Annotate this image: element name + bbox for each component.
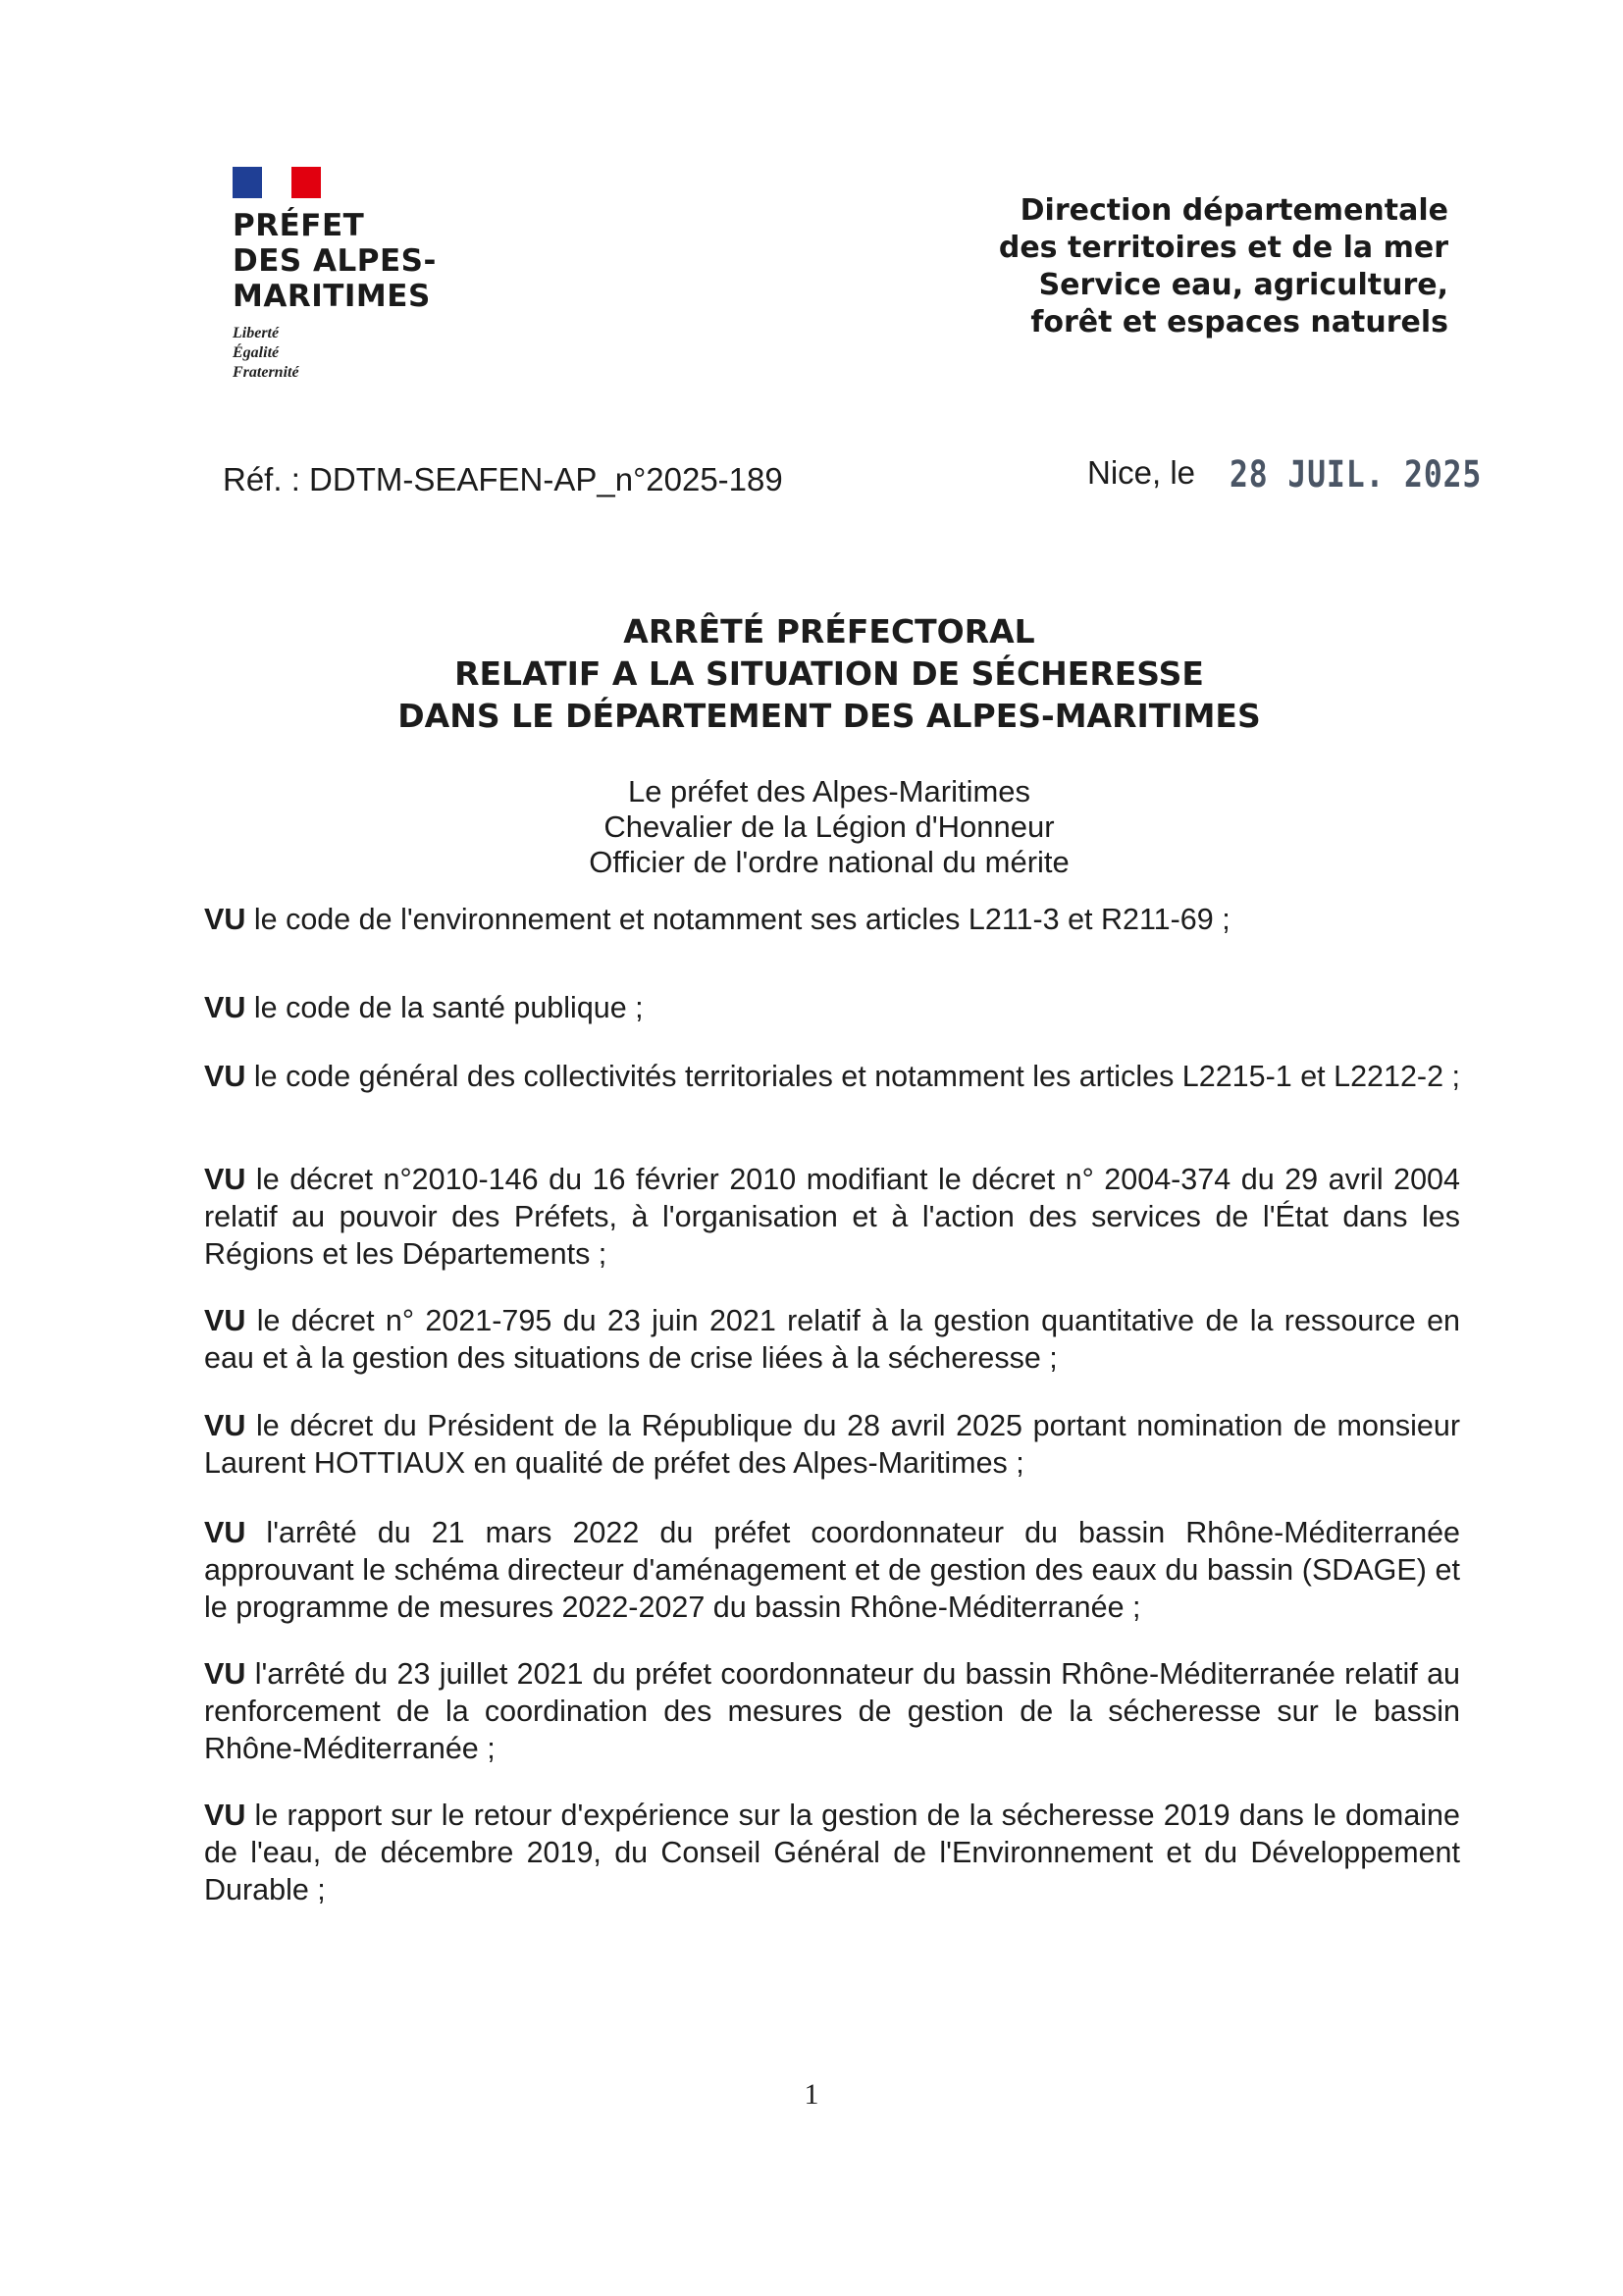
vu-clause-text: l'arrêté du 21 mars 2022 du préfet coordonnateur du bassin Rhône-Méditerranée approuvant le schéma directeur d'aménagement et de gestion des eaux du bassin (SDAGE) et le programme de mesures 2022-2027 du bassin Rhône-Méditerranée ; xyxy=(204,1516,1460,1624)
vu-clause xyxy=(204,1058,1460,1095)
place-label: Nice, le xyxy=(1087,454,1196,491)
vu-clause xyxy=(204,901,1460,938)
vu-clause-text: le code de l'environnement et notamment ses articles L211-3 et R211-69 ; xyxy=(253,903,1230,936)
vu-clause xyxy=(204,1797,1460,1908)
title-line: ARRÊTÉ PRÉFECTORAL xyxy=(623,612,1035,651)
prefect-title-line: Officier de l'ordre national du mérite xyxy=(589,845,1070,879)
prefecture-name xyxy=(233,208,448,314)
vu-clause xyxy=(204,1655,1460,1767)
page-number: 1 xyxy=(804,2078,819,2111)
vu-clause xyxy=(204,1161,1460,1273)
flag-white-band xyxy=(262,167,291,198)
vu-keyword: VU xyxy=(204,991,246,1024)
date-stamp: 28 JUIL. 2025 xyxy=(1230,453,1483,496)
prefecture-name-line: MARITIMES xyxy=(233,279,431,314)
title-line: RELATIF A LA SITUATION DE SÉCHERESSE xyxy=(454,654,1204,693)
republic-motto xyxy=(233,324,448,383)
vu-clause xyxy=(204,1514,1460,1626)
prefect-title-line: Le préfet des Alpes-Maritimes xyxy=(627,774,1031,809)
vu-clause xyxy=(204,989,1460,1026)
vu-keyword: VU xyxy=(204,1409,246,1442)
vu-clause-text: le décret du Président de la République du 28 avril 2025 portant nomination de monsieur Laurent HOTTIAUX en qualité de préfet des Alpes-Maritimes ; xyxy=(204,1409,1460,1480)
vu-keyword: VU xyxy=(204,1304,246,1337)
vu-keyword: VU xyxy=(204,1163,246,1196)
document-reference: Réf. : DDTM-SEAFEN-AP_n°2025-189 xyxy=(223,461,783,497)
title-line: DANS LE DÉPARTEMENT DES ALPES-MARITIMES xyxy=(397,697,1261,735)
vu-clause-text: le code de la santé publique ; xyxy=(253,991,644,1024)
vu-keyword: VU xyxy=(204,1516,246,1549)
department-line: des territoires et de la mer xyxy=(998,231,1448,265)
prefect-title-line: Chevalier de la Légion d'Honneur xyxy=(603,809,1055,844)
vu-clause-text: l'arrêté du 23 juillet 2021 du préfet coordonnateur du bassin Rhône-Méditerranée relatif au renforcement de la coordination des mesures de gestion de la sécheresse sur le bassin Rhône-Méditerranée ; xyxy=(204,1657,1460,1765)
department-line: Service eau, agriculture, xyxy=(1038,268,1448,302)
vu-clause xyxy=(204,1302,1460,1377)
motto-line: Liberté xyxy=(233,325,280,341)
motto-line: Fraternité xyxy=(233,364,299,381)
vu-clause-text: le rapport sur le retour d'expérience sur la gestion de la sécheresse 2019 dans le domaine de l'eau, de décembre 2019, du Conseil Général de l'Environnement et du Développement Durable ; xyxy=(204,1799,1460,1906)
vu-clause-text: le code général des collectivités territoriales et notamment les articles L2215-1 et L2212-2 ; xyxy=(253,1060,1460,1093)
flag-blue-band xyxy=(233,167,262,198)
prefecture-name-line: DES ALPES- xyxy=(233,243,437,279)
vu-keyword: VU xyxy=(204,1060,246,1093)
french-flag-icon xyxy=(233,167,321,198)
vu-keyword: VU xyxy=(204,1657,246,1691)
document-title xyxy=(177,610,1482,737)
prefecture-logo xyxy=(233,167,448,383)
department-line: forêt et espaces naturels xyxy=(1030,305,1448,339)
flag-red-band xyxy=(291,167,321,198)
prefect-titles xyxy=(177,774,1482,880)
vu-keyword: VU xyxy=(204,903,246,936)
vu-clause-text: le décret n°2010-146 du 16 février 2010 modifiant le décret n° 2004-374 du 29 avril 2004 relatif au pouvoir des Préfets, à l'organisation et à l'action des services de l'État dans les Régions et les Départements ; xyxy=(204,1163,1460,1271)
motto-line: Égalité xyxy=(233,344,280,361)
prefecture-name-line: PRÉFET xyxy=(233,208,365,243)
vu-clause xyxy=(204,1407,1460,1482)
issuing-department xyxy=(938,192,1448,341)
department-line: Direction départementale xyxy=(1020,193,1448,228)
vu-keyword: VU xyxy=(204,1799,246,1832)
vu-clause-text: le décret n° 2021-795 du 23 juin 2021 relatif à la gestion quantitative de la ressource en eau et à la gestion des situations de crise liées à la sécheresse ; xyxy=(204,1304,1460,1375)
